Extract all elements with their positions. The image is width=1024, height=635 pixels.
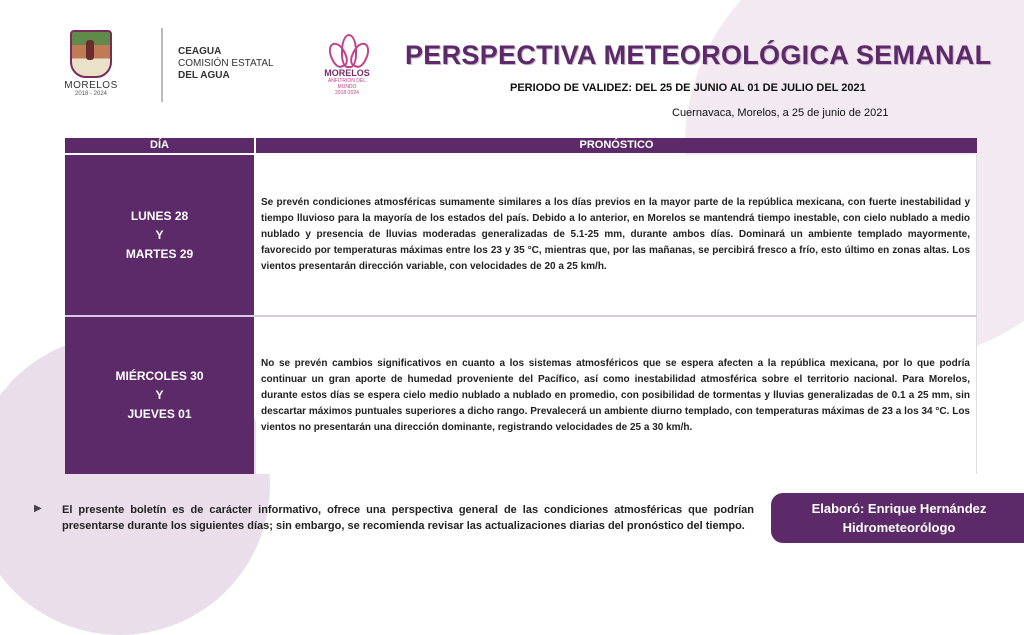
column-header-forecast: PRONÓSTICO	[256, 138, 977, 153]
author-credit	[771, 493, 1024, 543]
forecast-text: No se prevén cambios significativos en cuanto a los sistemas atmosféricos que se espera afecten a la república mexicana, por lo que podría continuar un gran aporte de humedad proveniente del Pacífico, así como inestabilidad atmosférica sobre el territorio nacional. Para Morelos, durante estos días se espera cielo medio nublado a nublado en promedio, con posibilidad de tormentas y lluvias generalizadas de 0.1 a 25 mm, sin descartar máximos puntuales superiores a dicho rango. Prevalecerá un ambiente diurno templado, con temperaturas máximas de 23 a los 34 °C. Los vientos no presentarán una dirección dominante, registrando velocidades de 25 a 30 km/h.	[261, 357, 970, 433]
day-cell	[65, 155, 254, 315]
disclaimer-note: El presente boletín es de carácter informativo, ofrece una perspectiva general de las condiciones atmosféricas que podrían presentarse durante los siguientes días; sin embargo, se recomienda revisar las actualizaciones diarias del pronóstico del tiempo.	[62, 504, 754, 532]
place-date: Cuernavaca, Morelos, a 25 de junio de 2021	[672, 107, 889, 119]
author-name: Elaboró: Enrique Hernández	[811, 501, 987, 516]
forecast-text: Se prevén condiciones atmosféricas sumamente similares a los días previos en la mayor parte de la república mexicana, con fuerte inestabilidad y tiempo lluvioso para la mayoría de los estados del país. Debido a lo anterior, en Morelos se mantendrá tiempo inestable, con cielo nublado a medio nublado y presencia de lluvias moderadas generalizadas de 5.1-25 mm, durante ambos días. Dominará un ambiente templado mayormente, favorecido por temperaturas máximas entre los 23 y 35 °C, mientras que, por las mañanas, se percibirá fresco a frío, esto último en zonas altas. Los vientos presentarán dirección variable, con velocidades de 20 a 25 km/h.	[261, 197, 970, 272]
lotus-logo-title: MORELOS	[324, 68, 370, 78]
ceagua-line3: DEL AGUA	[178, 70, 230, 81]
day-label: MIÉRCOLES 30	[115, 369, 204, 383]
ceagua-line1: CEAGUA	[178, 46, 222, 57]
triangle-right-icon: ▶	[34, 503, 42, 514]
coat-of-arms-icon	[70, 30, 112, 78]
column-header-day: DÍA	[65, 138, 254, 153]
day-connector: Y	[155, 388, 164, 402]
ceagua-logo	[178, 46, 274, 82]
author-role: Hidrometeorólogo	[842, 520, 956, 535]
page-title: PERSPECTIVA METEOROLÓGICA SEMANAL	[405, 40, 992, 70]
morelos-logo	[60, 30, 122, 97]
lotus-logo-years: 2018-2024	[335, 90, 359, 96]
forecast-cell	[256, 317, 977, 474]
day-label: MARTES 29	[125, 246, 194, 261]
forecast-cell	[256, 155, 977, 315]
lotus-logo-subtitle: ANFITRIÓN DEL MUNDO	[327, 78, 367, 90]
day-label: LUNES 28	[130, 208, 189, 223]
lotus-icon	[325, 32, 369, 68]
logo-divider	[161, 28, 163, 102]
morelos-anfitrion-logo	[318, 32, 376, 96]
day-label: JUEVES 01	[127, 407, 192, 421]
forecast-table	[65, 138, 977, 474]
validity-period: PERIODO DE VALIDEZ: DEL 25 DE JUNIO AL 01 DE JULIO DEL 2021	[510, 82, 866, 94]
ceagua-line2: COMISIÓN ESTATAL	[178, 58, 274, 69]
morelos-logo-years: 2018 - 2024	[74, 91, 108, 97]
day-cell	[65, 317, 254, 474]
morelos-logo-label: MORELOS	[64, 80, 118, 91]
day-connector: Y	[155, 227, 164, 242]
